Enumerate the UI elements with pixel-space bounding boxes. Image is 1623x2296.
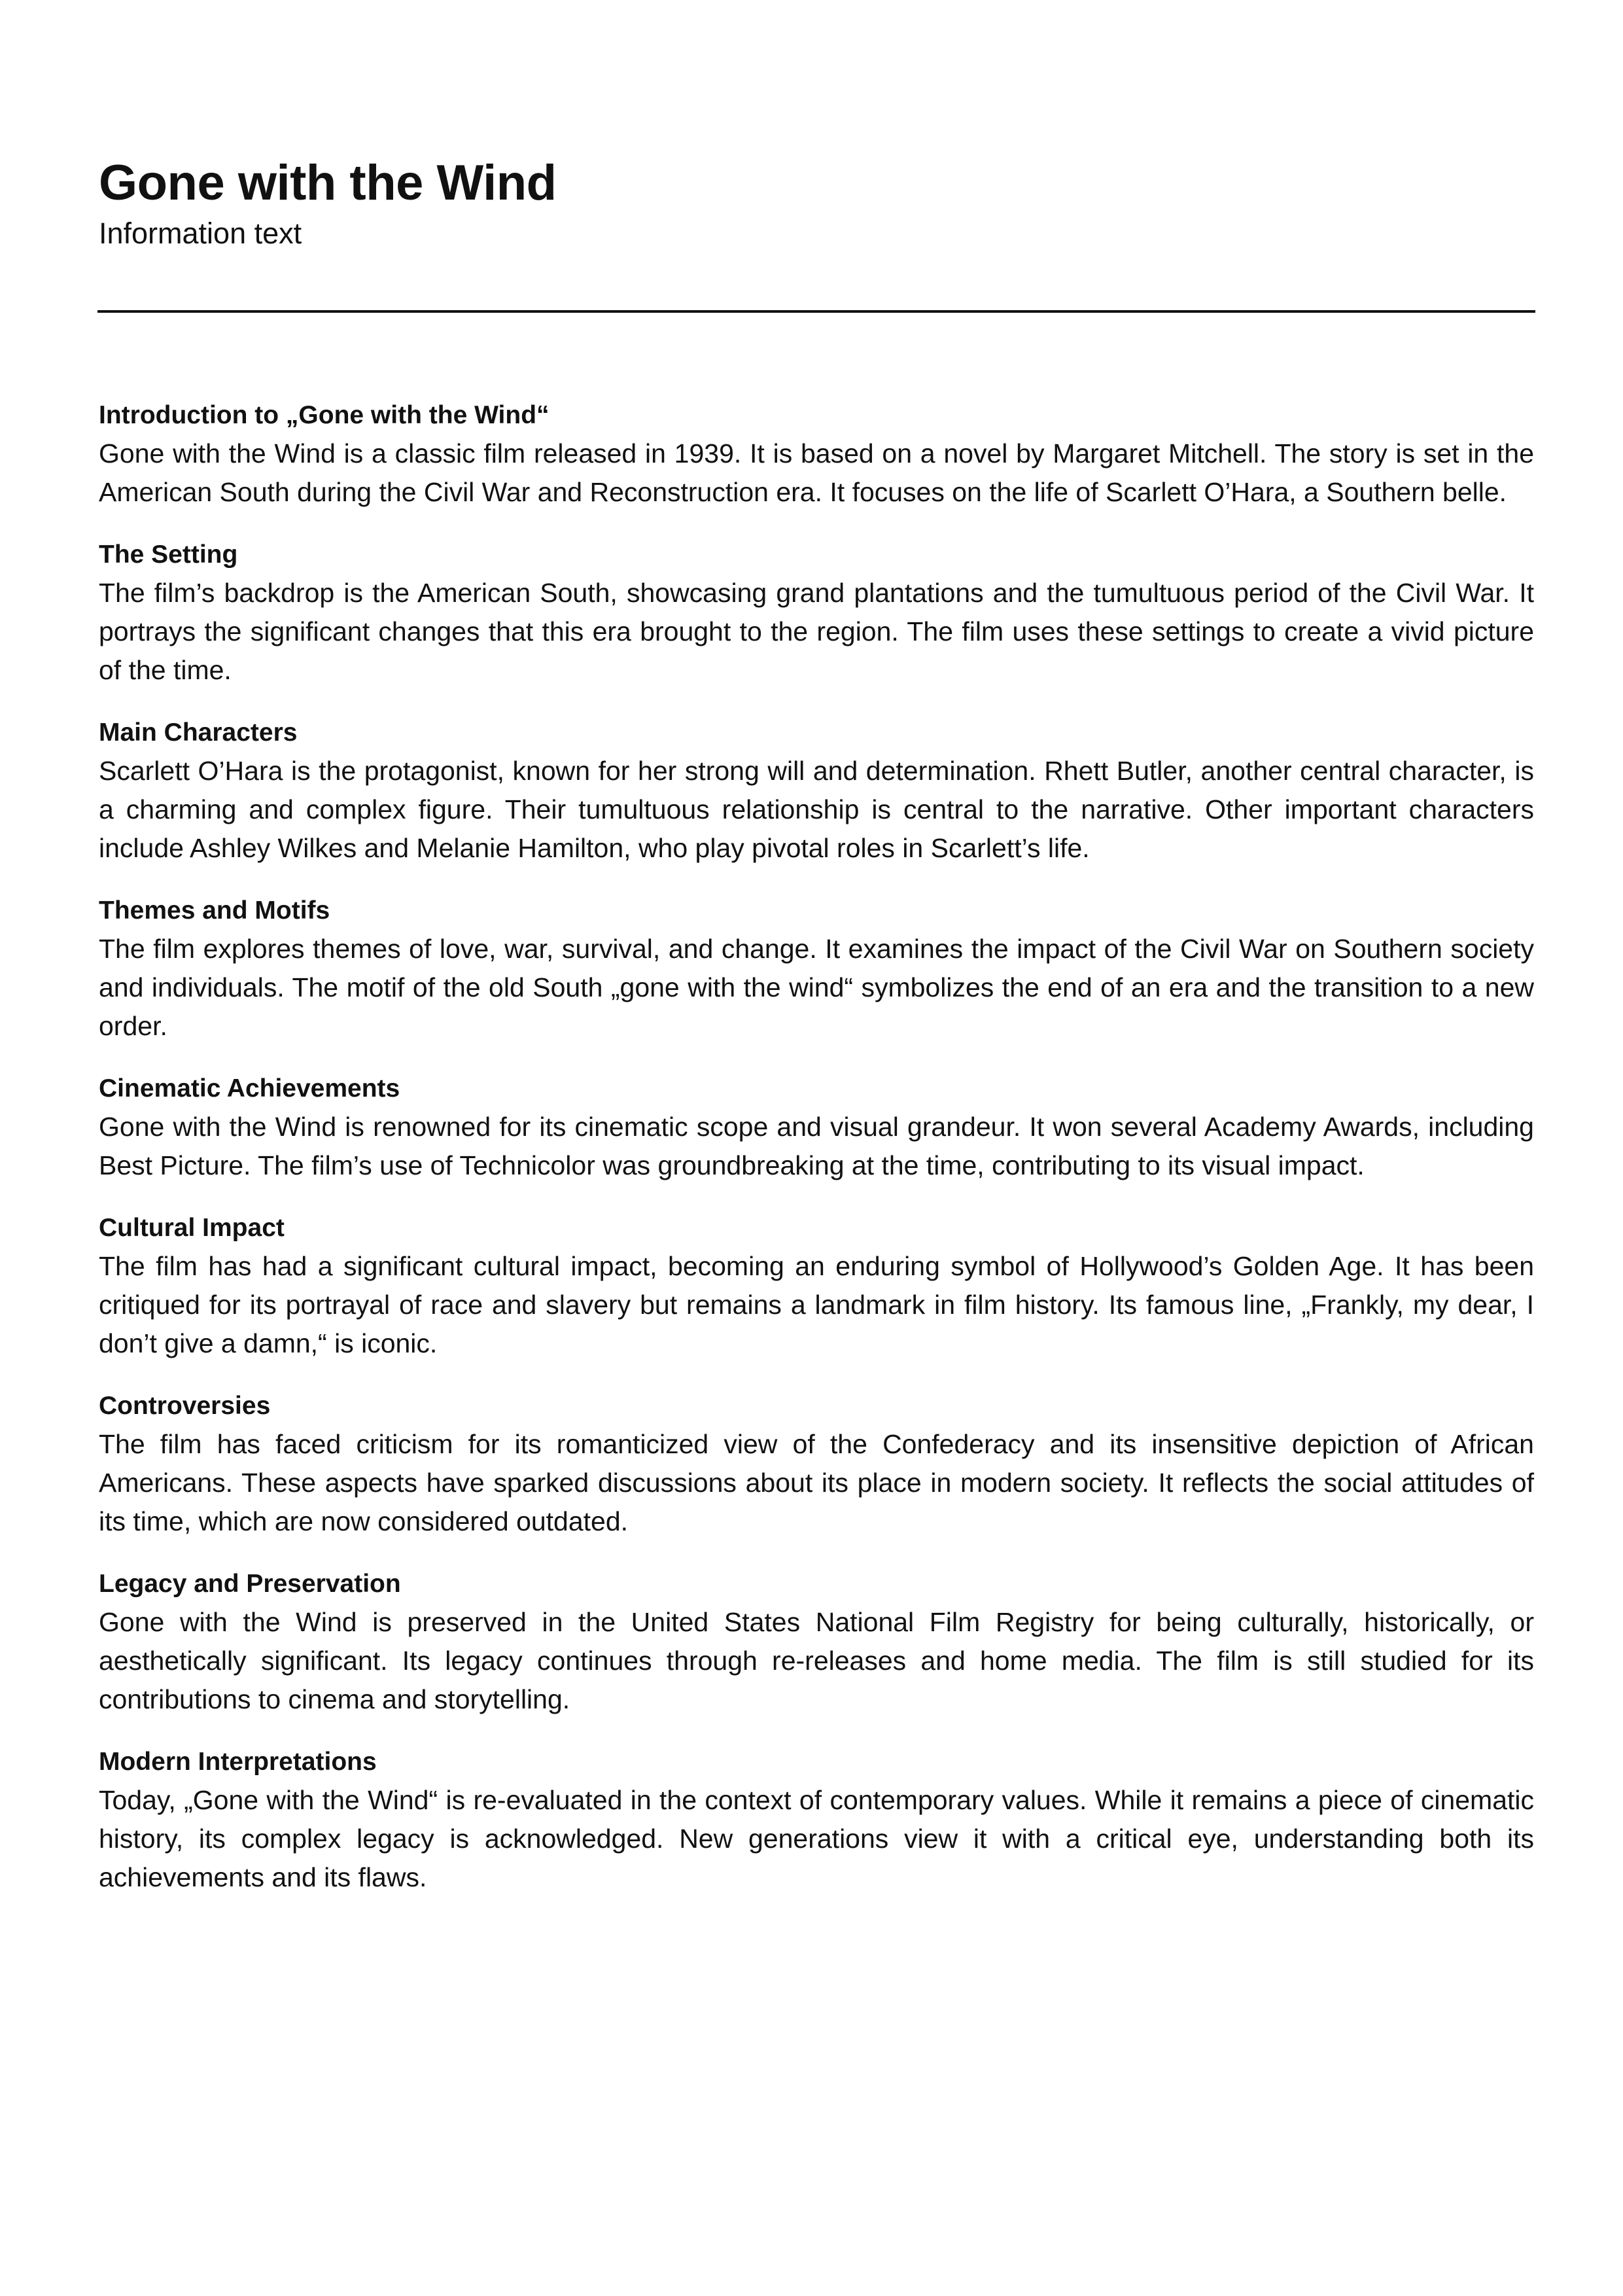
section-heading: Cultural Impact [99,1214,285,1242]
section-heading: Modern Interpretations [99,1748,377,1776]
section-paragraph: Gone with the Wind is renowned for its cinematic scope and visual grandeur. It won several Academy Awards, including Best Picture. The film’s use of Technicolor was groundbreaking at the time, contributing to its visual impact. [99,1112,1534,1180]
section-paragraph: Gone with the Wind is a classic film released in 1939. It is based on a novel by Margaret Mitchell. The story is set in the American South during the Civil War and Reconstruction era. It focuses on the life of Scarlett O’Hara, a Southern belle. [99,438,1534,507]
section-introduction [99,396,1534,512]
section-paragraph: The film explores themes of love, war, survival, and change. It examines the impact of the Civil War on Southern society and individuals. The motif of the old South „gone with the wind“ symbolizes the end of an era and the transition to a new order. [99,934,1534,1041]
section-heading: Introduction to „Gone with the Wind“ [99,401,550,429]
section-paragraph: Today, „Gone with the Wind“ is re-evaluated in the context of contemporary values. While it remains a piece of cinematic history, its complex legacy is acknowledged. New generations view it with a critical eye, understanding both its achievements and its flaws. [99,1785,1534,1892]
section-legacy-and-preservation [99,1564,1534,1719]
section-heading: Controversies [99,1392,271,1420]
section-cultural-impact [99,1209,1534,1363]
section-paragraph: The film has faced criticism for its romanticized view of the Confederacy and its insensitive depiction of African Americans. These aspects have sparked discussions about its place in modern society. It reflects the social attitudes of its time, which are now considered outdated. [99,1429,1534,1536]
section-paragraph: Scarlett O’Hara is the protagonist, known for her strong will and determination. Rhett Butler, another central character, is a charming and complex figure. Their tumultuous relationship is central to the narrative. Other important characters include Ashley Wilkes and Melanie Hamilton, who play pivotal roles in Scarlett’s life. [99,756,1534,863]
section-setting [99,535,1534,690]
section-controversies [99,1386,1534,1541]
document-title: Gone with the Wind [99,155,557,211]
section-modern-interpretations [99,1742,1534,1897]
section-paragraph: The film has had a significant cultural impact, becoming an enduring symbol of Hollywood’s Golden Age. It has been critiqued for its portrayal of race and slavery but remains a landmark in film history. Its famous line, „Frankly, my dear, I don’t give a damn,“ is iconic. [99,1251,1534,1358]
section-heading: Main Characters [99,718,298,747]
title-divider [97,310,1535,313]
document-body [99,396,1534,1920]
section-themes-and-motifs [99,891,1534,1046]
section-paragraph: Gone with the Wind is preserved in the United States National Film Registry for being culturally, historically, or aesthetically significant. Its legacy continues through re-releases and home media. The film is still studied for its contributions to cinema and storytelling. [99,1607,1534,1714]
section-heading: Themes and Motifs [99,896,330,925]
section-cinematic-achievements [99,1069,1534,1185]
section-heading: Legacy and Preservation [99,1570,401,1598]
section-heading: Cinematic Achievements [99,1074,400,1103]
document-subtitle: Information text [99,217,302,250]
section-paragraph: The film’s backdrop is the American South, showcasing grand plantations and the tumultuous period of the Civil War. It portrays the significant changes that this era brought to the region. The film uses these settings to create a vivid picture of the time. [99,578,1534,685]
section-main-characters [99,713,1534,868]
section-heading: The Setting [99,540,238,569]
